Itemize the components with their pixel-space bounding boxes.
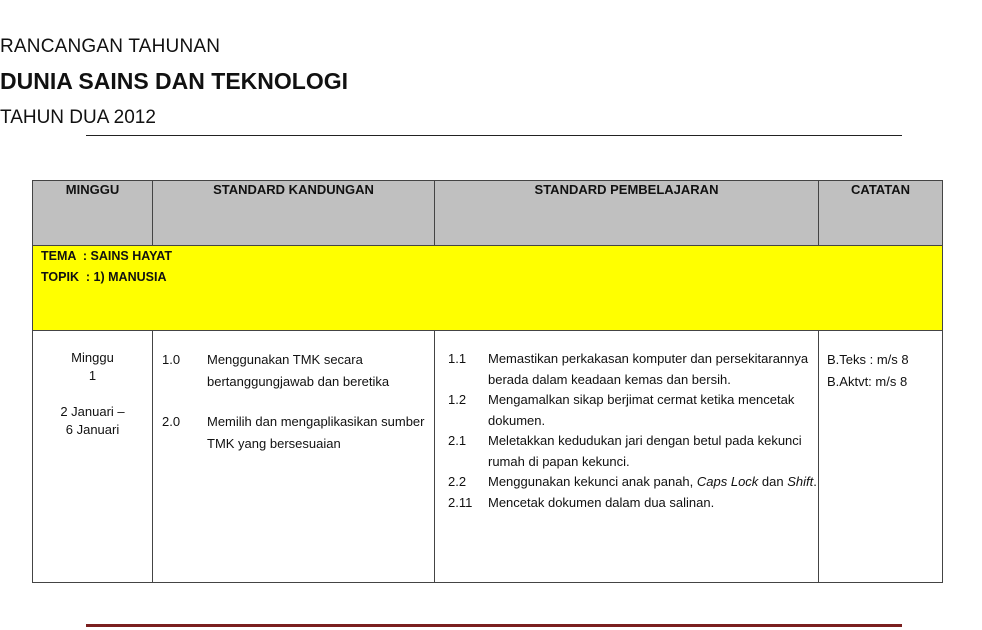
item-text-part: Menggunakan kekunci anak panah, [488,474,697,489]
item-number: 2.1 [448,433,467,448]
annual-plan-table [32,180,943,583]
item-text-part: . [813,474,817,489]
item-number: 2.0 [162,414,181,429]
document-subject: DUNIA SAINS DAN TEKNOLOGI [0,68,348,94]
item-text: Menggunakan TMK secara bertanggungjawab dan beretika [207,352,390,389]
week-number: 1 [88,368,97,383]
list-item [154,349,433,393]
item-number: 1.2 [448,392,467,407]
item-text: Memastikan perkakasan komputer dan persekitarannya berada dalam keadaan kemas dan bersih. [488,351,809,387]
item-text: Mengamalkan sikap berjimat cermat ketika mencetak dokumen. [488,392,795,428]
item-text: Mencetak dokumen dalam dua salinan. [488,494,715,510]
table-header-row [33,181,943,246]
item-text-part: dan [758,474,788,489]
item-text [488,472,817,493]
tema-label: TEMA : SAINS HAYAT [41,249,173,263]
catatan-cell [819,331,943,583]
theme-cell [33,246,943,331]
footer-divider [86,624,902,627]
item-number: 2.11 [448,494,473,510]
list-item [436,390,817,431]
table-row [33,331,943,583]
header-standard-kandungan: STANDARD KANDUNGAN [153,181,435,246]
header-minggu: MINGGU [33,181,153,246]
document-title: RANCANGAN TAHUNAN [0,36,221,57]
week-label: Minggu [71,350,114,365]
week-date-start: 2 Januari – [60,404,125,419]
topik-label: TOPIK : 1) MANUSIA [41,270,167,284]
theme-row [33,246,943,331]
list-item [154,411,433,455]
item-number: 1.1 [448,351,467,366]
list-item [436,349,817,390]
item-number: 2.2 [448,474,467,489]
standard-kandungan-cell [153,331,435,583]
week-cell [33,331,153,583]
week-date-end: 6 Januari [65,422,120,437]
list-item [436,431,817,472]
header-standard-pembelajaran: STANDARD PEMBELAJARAN [435,181,819,246]
header-divider [86,135,902,136]
list-item [436,493,817,514]
item-text-italic: Shift [787,474,814,489]
item-text: Meletakkan kedudukan jari dengan betul pada kekunci rumah di papan kekunci. [488,433,802,469]
standard-pembelajaran-cell [435,331,819,583]
item-text-italic: Caps Lock [696,474,759,489]
header-catatan: CATATAN [819,181,943,246]
item-number: 1.0 [162,352,181,367]
list-item [436,472,817,493]
catatan-aktiviti: B.Aktvt: m/s 8 [827,374,908,389]
document-year: TAHUN DUA 2012 [0,107,156,128]
item-text: Memilih dan mengaplikasikan sumber TMK yang bersesuaian [207,414,425,451]
catatan-teks: B.Teks : m/s 8 [827,352,909,367]
